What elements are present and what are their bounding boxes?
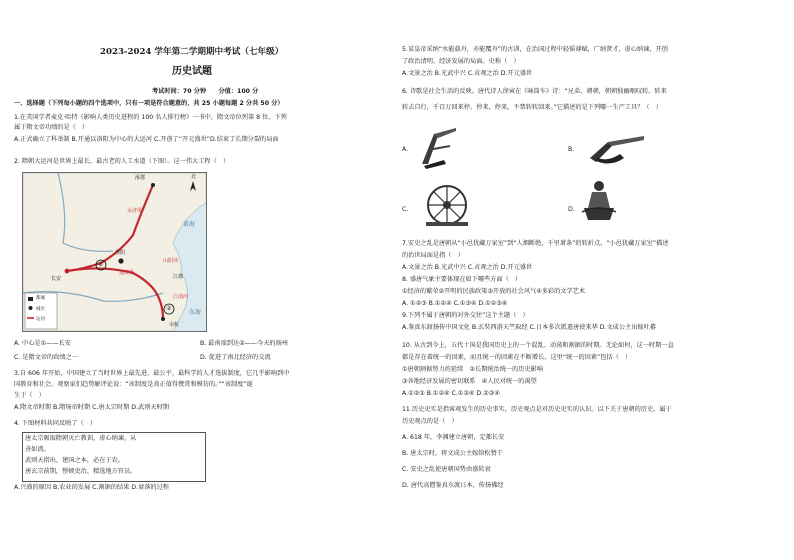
label-jiangnanhe: 江南河 <box>173 294 189 300</box>
q4-box-line-1: 唐太宗吸取隋朝灭亡教训，虚心纳谏，从 <box>25 435 137 442</box>
legend-canal: 运河 <box>36 317 45 322</box>
yuhang-dot <box>161 317 165 321</box>
legend-city: 城市 <box>36 307 45 312</box>
label-changan: 长安 <box>51 276 62 282</box>
q6-option-d-label: D. <box>568 206 575 213</box>
q6-option-b-label: B. <box>568 146 575 153</box>
q10-line-1: 10. 从古到今上，五代十国是我国历史上的一个混乱、动荡和割据的时期。无论如何，这一时期一直 <box>402 342 674 349</box>
label-north: 北 <box>191 174 197 180</box>
q10-line-3: ①唐朝割据势力的延续 ②长期统治统一的历史影响 <box>402 366 544 373</box>
label-shanyangdu: 山阳渎 <box>163 258 179 264</box>
q5-line-1: 5.某皇帝采纳“水能载舟，亦能覆舟”的古训，在治国过程中轻徭薄赋，广纳贤才，虚心纳谏，开创 <box>402 46 668 53</box>
q4-box-line-3: 武则天指出，建国之本，必在于农。 <box>25 457 124 464</box>
q5-options: A.文景之治 B.光武中兴 C.贞观之治 D.开元盛世 <box>402 70 533 77</box>
q2-option-b: B. 最南端到达②——今天的扬州 <box>200 340 288 347</box>
label-luoyang: 洛阳 <box>115 250 126 256</box>
iron-plow-icon <box>588 128 648 168</box>
q1-line-2: 属于隋文帝功绩的是（ ） <box>14 124 89 131</box>
q1-options: A.正式确立了科举制 B.开通以洛阳为中心的大运河 C.开创了“开元盛世”D.结束了长期分裂的局面 <box>14 136 279 143</box>
q1-line-1: 1.在美国学者麦克·哈特《影响人类历史进程的 100 名人排行榜》一书中，隋文帝位列第 8 位。下列 <box>14 114 287 121</box>
label-yuhang: 余杭 <box>169 322 180 328</box>
q11-option-b: B. 唐太宗时，将文成公主嫁给松赞干 <box>402 450 503 457</box>
q3-options: A.隋文帝时期 B.隋炀帝时期 C.唐太宗时期 D.武则天时期 <box>14 404 169 411</box>
q6-option-c-label: C. <box>402 206 409 213</box>
legend-city-swatch <box>29 306 33 310</box>
legend-capital-swatch <box>28 297 33 301</box>
q4-options: A.兴盛的原因 B.农业的发展 C.割据的结果 D.衰落的过程 <box>14 484 169 491</box>
q11-option-d: D. 唐代高僧鉴真东渡日本，传扬佛经 <box>402 482 504 489</box>
q2-option-d: D. 促进了南北经济的交流 <box>200 354 271 361</box>
q9-options: A.鉴真东渡扬传中国文化 B.玄奘西游天竺取经 C.日本多次派遣唐使来华 D.文成公主出嫁吐蕃 <box>402 324 656 331</box>
q10-line-4: ③各地经济发展的密切联系 ④人民对统一的渴望 <box>402 378 537 385</box>
q4-material-box <box>22 432 206 482</box>
q11-option-c: C. 安史之乱使唐朝国势由盛转衰 <box>402 466 491 473</box>
label-marker-2: ② <box>166 305 172 312</box>
q4-box-line-2: 善如流。 <box>25 446 50 453</box>
q11-option-a: A. 618 年，李渊建立唐朝，定都长安 <box>402 434 505 441</box>
q7-line-2: 的治世局面是指（ ） <box>402 252 464 259</box>
q11-line-2: 历史观点的是（ ） <box>402 418 458 425</box>
q2-stem: 2. 隋朝大运河是世界上最长、最古老的人工水道（下图）。这一伟大工程（ ） <box>14 158 230 165</box>
q6-line-1: 6. 诗歌是社会生活的反映。唐代诗人徐寅在《咏筒车》诗：“兄弟，朝朝，朝朝独幽咽叹转。转来 <box>402 88 667 95</box>
label-marker-1: ① <box>98 261 104 268</box>
label-yongjiqu: 永济渠 <box>127 208 143 214</box>
q8-line-1: 8. 盛唐气象主要体现在如下哪些方面（ ） <box>402 276 522 283</box>
label-jiangdu: 江都 <box>173 274 184 280</box>
label-yellow-sea: 黄海 <box>183 221 196 228</box>
q3-line-3: 生于（ ） <box>14 392 45 399</box>
grand-canal-map <box>22 172 207 332</box>
label-tongjiqu: 通济渠 <box>119 270 135 276</box>
q8-options: A. ①②③ B.①②④ C.①③④ D.①②③④ <box>402 300 508 307</box>
figure-tool-icon <box>580 178 618 222</box>
q10-line-2: 都是存在着统一的因素，而且统一的因素在不断增长。这里“统一的因素”包括（ ） <box>402 354 632 361</box>
q7-options: A.文景之治 B.光武中兴 C.贞观之治 D.开元盛世 <box>402 264 533 271</box>
q9-line-1: 9.下列不属于唐朝的对外交往”这个主题（ ） <box>402 312 529 319</box>
zhuojun-dot <box>151 183 155 187</box>
water-wheel-icon <box>424 182 470 228</box>
changan-dot <box>65 269 70 274</box>
label-zhuojun: 涿郡 <box>135 175 146 181</box>
curved-plow-icon <box>416 124 460 170</box>
label-east-sea: 东海 <box>189 309 202 316</box>
legend-capital: 都城 <box>36 296 45 301</box>
q2-option-a: A. 中心是①——长安 <box>14 340 71 347</box>
q10-options: A.①②③ B.①②④ C.①③④ D.②③④ <box>402 390 500 397</box>
q3-line-1: 3.自 606 年开始，中国建立了当时世界上最先进、最公平、最科学的人才选拔制度，它几乎影响到中 <box>14 370 290 377</box>
q2-option-c: C. 是隋文帝的政绩之一 <box>14 354 78 361</box>
luoyang-dot <box>118 258 123 263</box>
q4-stem: 4. 下图材料共同反映了（ ） <box>14 420 97 427</box>
time-score: 考试时间：70 分钟 分值：100 分 <box>152 88 259 95</box>
q7-line-1: 7.安史之乱是唐朝从“小邑犹藏万家室”到“人烟断绝，千里萧条”的转折点。“小邑犹藏万家室”描述 <box>402 240 669 247</box>
q3-line-2: 国教育和社会。观察家们趋势解评论说：“该制度是真正值得赞赏和模仿的。”“该制度”诞 <box>14 381 253 388</box>
q5-line-2: 了政治清明、经济发展的局面。史称（ ） <box>402 58 520 65</box>
q4-box-line-4: 唐玄宗前期，整顿吏治，精选地方官员。 <box>25 468 137 475</box>
q8-line-2: ①经济的繁荣②开明的民族政策③开放的社会风气④多彩的文学艺术 <box>402 288 586 295</box>
subject-title: 历史试题 <box>172 66 212 77</box>
q6-line-2: 转去自行，千百万回来停。停来，停来，不禁转转回来。”它描述的是下列哪一生产工具？（ ） <box>402 104 662 111</box>
q11-line-1: 11.历史史实是指客观发生的历史事实，历史观点是对历史史实的认识。以下关于唐朝的历史，属于 <box>402 406 672 413</box>
exam-title: 2023-2024 学年第二学期期中考试（七年级） <box>100 47 284 57</box>
q6-option-a-label: A. <box>402 146 409 153</box>
section-heading: 一、选择题（下列每小题的四个选项中，只有一项是符合题意的，共 25 小题每题 2 分共 50 分） <box>14 100 284 107</box>
